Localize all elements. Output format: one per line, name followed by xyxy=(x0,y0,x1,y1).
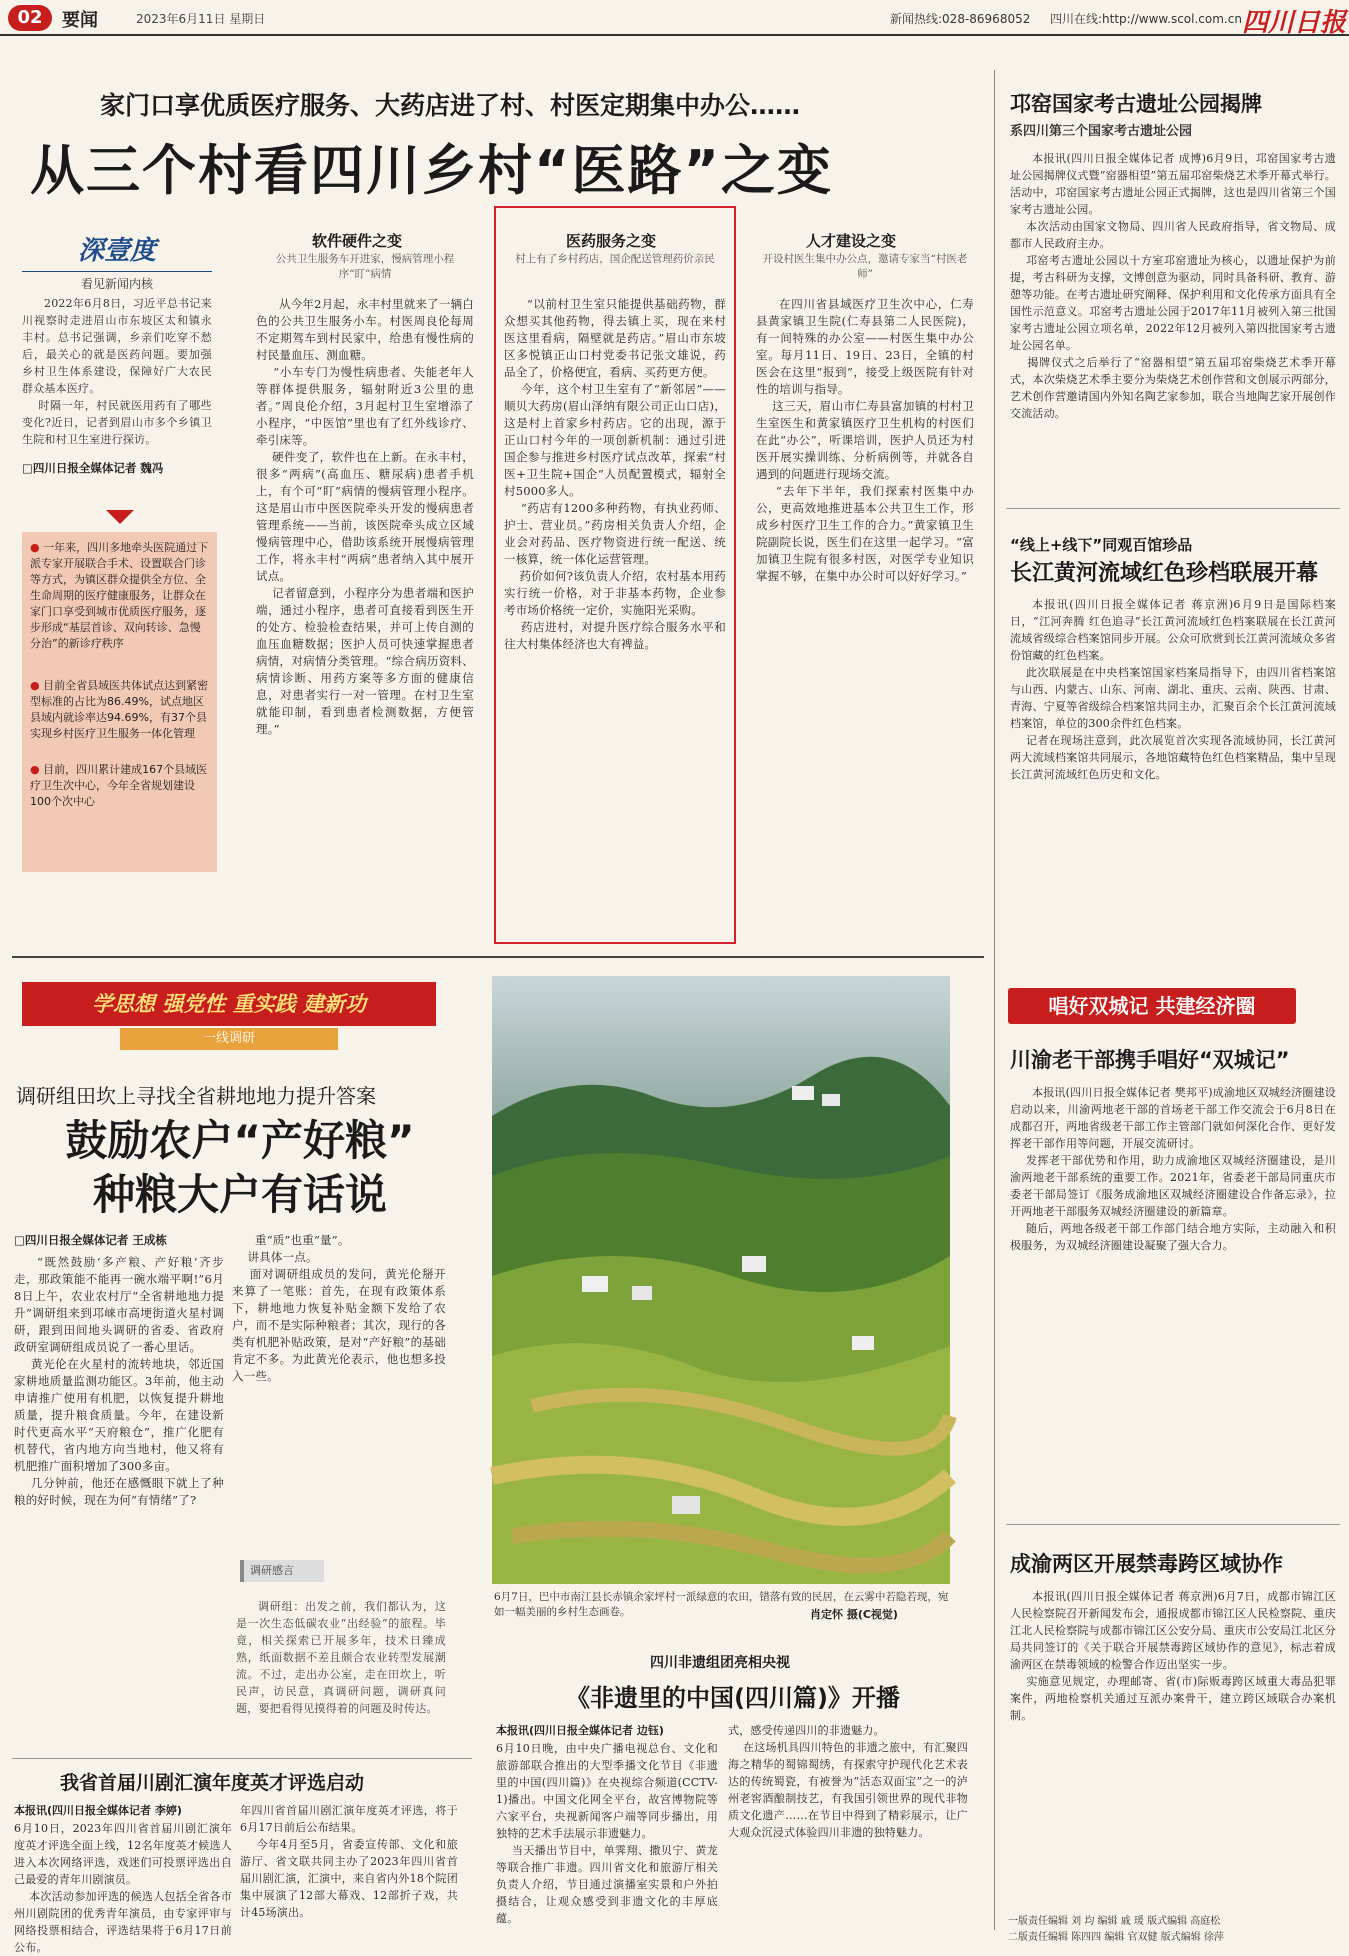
col3-deck: 开设村医生集中办公点，邀请专家当“村医老师” xyxy=(762,253,968,280)
col2-deck: 村上有了乡村药店，国企配送管理药价亲民 xyxy=(515,253,715,265)
opera-headline: 我省首届川剧汇演年度英才评选启动 xyxy=(60,1772,365,1794)
right-a2-kicker: “线上+线下”同观百馆珍品 xyxy=(1010,536,1193,554)
right-a2-headline: 长江黄河流域红色珍档联展开幕 xyxy=(1010,561,1319,586)
issue-date: 2023年6月11日 星期日 xyxy=(136,12,266,26)
col3-body: 在四川省县域医疗卫生次中心，仁寿县黄家镇卫生院(仁寿县第二人民医院)，有一间特殊的办公室——村医生集中办公室。每月11日、19日、23日，全镇的村医会在这里“报到”，接受上级医院有针对性的培训与指导。 这三天，眉山市仁寿县富加镇的村村卫生室医生和黄家镇医疗卫生机构的村医们在此“办公”，听课培训，医护人员还为村医开展实操训练、分析病例等，并就各自遇到的问题进行现场交流。 “去年下半年，我们探索村医集中办公，更高效地推进基本公共卫生工作，形成乡村医疗卫生工作的合力。”黄家镇卫生院副院长说，医生们在这里一起学习。“富加镇卫生院有很多村医，对医学专业知识掌握不够，在集中办公时可以好好学习。” xyxy=(756,297,974,583)
right-divider xyxy=(1006,508,1340,509)
column-badge xyxy=(22,230,212,292)
col2-body: “以前村卫生室只能提供基础药物，群众想买其他药物，得去镇上买，现在来村医这里看病，隔壁就是药店。”眉山市东坡区多悦镇正山口村党委书记张文雄说，药品全了，价格便宜，看病、买药更方便。 今年，这个村卫生室有了“新邻居”——顺贝大药房(眉山泽纳有限公司正山口店)，这是村上首家乡村药店。它的出现，源于正山口村今年的一项创新机制：通过引进国企参与推进乡村医疗试点改革，探索“村医+卫生院+国企”人员配置模式，辐射全村5000多人。 “药店有1200多种药物，有执业药师、护士、营业员。”药房相关负责人介绍，企业会对药品、医疗物资进行统一配送、统一核算，统一体化运营管理。 药价如何?该负责人介绍，农村基本用药实行统一价格，对于非基本药物，企业参考市场价格统一定价，实施阳光采购。 药店进村，对提升医疗综合服务水平和往大村集体经济也大有裨益。 xyxy=(504,297,726,651)
feature-kicker: 调研组田坎上寻找全省耕地地力提升答案 xyxy=(16,1084,376,1108)
right-a3-banner: 唱好双城记 共建经济圈 xyxy=(1008,988,1296,1024)
main-headline: 从三个村看四川乡村“医路”之变 xyxy=(30,139,833,202)
feature-byline: □四川日报全媒体记者 王成栋 xyxy=(14,1233,167,1247)
fact-item: ● 目前全省县域医共体试点达到紧密型标准的占比为86.49%，试点地区县域内就诊率达94.69%，有37个县实现乡村医疗卫生服务一体化管理 xyxy=(30,679,209,740)
column-divider xyxy=(994,70,995,1930)
column-subtitle: 看见新闻内核 xyxy=(22,271,212,292)
editor-credits: 一版责任编辑 刘 均 编辑 戚 瑗 版式编辑 高庭松 xyxy=(1008,1916,1221,1927)
right-a3-headline: 川渝老干部携手唱好“双城记” xyxy=(1010,1048,1290,1072)
section-divider xyxy=(12,1758,472,1759)
page-number-badge: 02 xyxy=(8,5,52,31)
feature-body: “既然鼓励‘多产粮、产好粮’齐步走，那政策能不能再一碗水端平啊!”6月8日上午，农业农村厅“全省耕地地力提升”调研组来到邛崃市高埂街道火星村调研，跟到田间地头调研的省委、省政府政研室调研组成员说了一番心里话。 黄光伦在火星村的流转地块，邻近国家耕地质量监测功能区。3年前，他主动申请推广使用有机肥，以恢复提升耕地质量，提升粮食质量。今年，在建设新时代更高水平“天府粮仓”，推广化肥有机替代，省内地方向当地村，他又将有机肥推广面积增加了300多亩。 几分钟前，他还在感慨眼下就上了种粮的好时候，现在为何“有情绪”了? xyxy=(14,1255,224,1507)
col1-body: 从今年2月起，永丰村里就来了一辆白色的公共卫生服务小车。村医周良伦每周不定期驾车到村民家中，给患有慢性病的村民量血压、测血糖。 “小车专门为慢性病患者、失能老年人等群体提供服务，辐射附近3公里的患者。”周良伦介绍，3月起村卫生室增添了小程序，“中医馆”里也有了红外线诊疗、牵引床等。 硬件变了，软件也在上新。在永丰村，很多“两病”(高血压、糖尿病)患者手机上，有个可“盯”病情的慢病管理小程序。这是眉山市中医医院牵头开发的慢病患者管理系统——当前，该医院牵头成立区域慢病管理中心，借助该系统开展慢病管理工作，将永丰村“两病”患者纳入其中展开试点。 记者留意到，小程序分为患者端和医护端，通过小程序，患者可直接看到医生开的处方、检验检查结果，并可上传自测的血压血糖数据；医护人员可快速掌握患者病情，对病情分类管理。“综合病历资料、病情诊断、用药方案等多方面的健康信息，对患者实行一对一管理。在村卫生室就能印制，看到患者检测数据，方便管理。” xyxy=(256,297,474,736)
main-byline: □四川日报全媒体记者 魏冯 xyxy=(22,461,164,475)
photo-caption: 6月7日，巴中市南江县长赤镇余家坪村一派绿意的农田，错落有致的民居，在云雾中若隐若现，宛如一幅美丽的乡村生态画卷。 xyxy=(494,1591,949,1618)
fact-item: ● 一年来，四川多地牵头医院通过下派专家开展联合手术、设置联合门诊等方式，为镇区群众提供全方位、全生命周期的医疗健康服务，让群众在家门口享受到城市优质医疗服务，逐步形成“基层首诊、双向转诊、急慢分治”的新诊疗秩序 xyxy=(30,541,209,650)
bullet-icon: ● xyxy=(30,541,44,554)
facts-box xyxy=(22,532,217,752)
feature-notes: 调研组：出发之前，我们都认为，这是一次生态低碳农业“出经验”的旅程。毕竟，相关探索已开展多年，技术日臻成熟，纸面数据不差且颇合农业转型发展潮流。不过，走出办公室，走在田坎上，听民声，访民意，真调研问题，调研真问题，要把看得见摸得着的问题及时传达。 xyxy=(236,1600,446,1715)
photo-credit: 肖定怀 摄(C视觉) xyxy=(810,1608,898,1621)
col3-title: 人才建设之变 xyxy=(806,232,897,250)
bullet-icon: ● xyxy=(30,679,44,692)
feature-banner-sub: 一线调研 xyxy=(120,1028,338,1050)
fact-item: ● 目前，四川累计建成167个县域医疗卫生次中心，今年全省规划建设100个次中心 xyxy=(30,763,208,808)
opera-byline: 本报讯(四川日报全媒体记者 李婷) xyxy=(14,1804,182,1817)
opera-body: 6月10日，2023年四川省首届川剧汇演年度英才评选全面上线，12名年度英才候选人进入本次网络评选，戏迷们可投票评选出自己最爱的青年川剧演员。 本次活动参加评选的候选人包括全省各市州川剧院团的优秀青年演员，由专家评审与网络投票相结合，评选结果将于6月17日前公布。 xyxy=(14,1822,232,1954)
right-a4-headline: 成渝两区开展禁毒跨区域协作 xyxy=(1010,1552,1283,1576)
landscape-illustration xyxy=(492,976,950,1584)
heritage-kicker: 四川非遗组团亮相央视 xyxy=(650,1655,790,1671)
facts-box-2 xyxy=(22,752,217,872)
bullet-icon: ● xyxy=(30,763,44,776)
right-a4-body: 本报讯(四川日报全媒体记者 蒋京洲)6月7日，成都市锦江区人民检察院召开新闻发布会，通报成都市锦江区人民检察院、重庆江北人民检察院与成都市锦江区公安分局、重庆市公安局江北区分局共同签订的《关于联合开展禁毒跨区域协作的意见》，标志着成渝两区在禁毒领域的检警合作迈出坚实一步。 实施意见规定，办理邮寄、省(市)际贩毒跨区域重大毒品犯罪案件，两地检察机关通过互派办案骨干，建立跨区域联合办案机制。 xyxy=(1010,1590,1336,1722)
landscape-photo xyxy=(492,976,950,1584)
feature-side-body: 重“质”也重“量”。 讲具体一点。 面对调研组成员的发问，黄光伦掰开来算了一笔账：首先，在现有政策体系下，耕地地力恢复补贴金额下发给了农户，而不是实际种粮者；其次，现行的各类有机肥补贴政策，是对“产好粮”的基础肯定不多。为此黄光伦表示，他也想多投入一些。 xyxy=(232,1233,446,1383)
col2-title: 医药服务之变 xyxy=(566,232,657,250)
col1-title: 软件硬件之变 xyxy=(312,232,403,250)
heritage-body: 6月10日晚，由中央广播电视总台、文化和旅游部联合推出的大型季播文化节目《非遗里的中国(四川篇)》在央视综合频道(CCTV-1)播出。中国文化网全平台，故宫博物院等六家平台，央视新闻客户端等同步播出，用独特的艺术手法展示非遗魅力。 当天播出节目中，单霁翔、撒贝宁、黄龙等联合推广非遗。四川省文化和旅游厅相关负责人介绍，节目通过演播室实景和户外拍摄结合，让观众感受到非遗文化的丰厚底蕴。 xyxy=(496,1742,718,1925)
right-a1-subtitle: 系四川第三个国家考古遗址公园 xyxy=(1010,124,1193,139)
editor-credits-2: 二版责任编辑 陈四四 编辑 官双健 版式编辑 徐萍 xyxy=(1008,1932,1224,1943)
main-kicker: 家门口享优质医疗服务、大药店进了村、村医定期集中办公…… xyxy=(100,91,801,120)
feature-banner: 学思想 强党性 重实践 建新功 xyxy=(22,982,436,1026)
right-a3-body: 本报讯(四川日报全媒体记者 樊邦平)成渝地区双城经济圈建设启动以来，川渝两地老干部的首场老干部工作交流会于6月8日在成都召开，两地省级老干部工作主管部门就如何深化合作、更好发挥老干部作用等问题，开展交流研讨。 发挥老干部优势和作用，助力成渝地区双城经济圈建设，是川渝两地老干部系统的重要工作。2021年，省委老干部局同重庆市委老干部局签订《服务成渝地区双城经济圈建设合作备忘录》，拉开两地老干部服务双城经济圈建设的新篇章。 随后，两地各级老干部工作部门结合地方实际，主动融入和积极服务，为双城经济圈建设凝聚了强大合力。 xyxy=(1010,1086,1336,1252)
heritage-headline: 《非遗里的中国(四川篇)》开播 xyxy=(566,1684,900,1712)
heritage-byline: 本报讯(四川日报全媒体记者 边钰) xyxy=(496,1724,664,1737)
column-name: 深壹度 xyxy=(77,236,156,266)
opera-body-2: 年四川省首届川剧汇演年度英才评选，将于6月17日前后公布结果。 今年4月至5月，省委宣传部、文化和旅游厅、省文联共同主办了2023年四川省首届川剧汇演，汇演中，来自省内外18个院团集中展演了12部大幕戏、12部折子戏，共计45场演出。 xyxy=(240,1804,458,1919)
page-header xyxy=(0,0,1349,36)
intro-text: 2022年6月8日，习近平总书记来川视察时走进眉山市东坡区太和镇永丰村。总书记强调，乡亲们吃穿不愁后，最关心的就是医药问题。要加强乡村卫生体系建设，保障好广大农民群众基本医疗。 时隔一年，村民就医用药有了哪些变化?近日，记者到眉山市多个乡镇卫生院和村卫生室进行探访。 xyxy=(22,297,212,446)
right-divider xyxy=(1006,1524,1340,1525)
right-a2-body: 本报讯(四川日报全媒体记者 蒋京洲)6月9日是国际档案日，“江河奔腾 红色追寻”长江黄河流域红色档案联展在长江黄河流域省级综合档案馆同步开展。公众可欣赏到长江黄河流域众多省份馆藏的红色档案。 此次联展是在中央档案馆国家档案局指导下，由四川省档案馆与山西、内蒙古、山东、河南、湖北、重庆、云南、陕西、甘肃、青海、宁夏等省级综合档案馆共同主办，汇聚百余个长江黄河流域档案馆，单位的300余件红色档案。 记者在现场注意到，此次展览首次实现各流域协同，长江黄河两大流域档案馆共同展示，各地馆藏特色红色档案精品，集中呈现长江黄河流域红色历史和文化。 xyxy=(1010,598,1336,781)
col1-deck: 公共卫生服务车开进家，慢病管理小程序“盯”病情 xyxy=(275,253,455,280)
right-a1-headline: 邛窑国家考古遗址公园揭牌 xyxy=(1010,92,1262,116)
news-hotline: 新闻热线:028-86968052 xyxy=(890,12,1031,26)
feature-headline: 鼓励农户“产好粮” 种粮大户有话说 xyxy=(65,1116,415,1219)
section-divider xyxy=(12,956,984,958)
masthead-logo: 四川日报 xyxy=(1242,8,1347,38)
heritage-body-2: 式，感受传递四川的非遗魅力。 在这场机具四川特色的非遗之旅中，有汇聚四海之精华的蜀锦蜀绣，有探索守护现代化艺术表达的传统蜀瓷，有被誉为“活态双面宝”之一的泸州老窖酒酿制技艺，有我国引领世界的现代非物质文化遗产……在节目中得到了精彩展示，让广大观众沉浸式体验四川非遗的独特魅力。 xyxy=(728,1724,968,1839)
facts-arrow-icon xyxy=(106,510,134,524)
section-label: 要闻 xyxy=(62,10,98,31)
quote-label: 调研感言 xyxy=(240,1560,324,1582)
right-a1-body: 本报讯(四川日报全媒体记者 成博)6月9日，邛窑国家考古遗址公园揭牌仪式暨“窑器相望”第五届邛窑柴烧艺术季开幕式举行。活动中，邛窑国家考古遗址公园正式揭牌，这也是四川省第三个国家考古遗址公园。 本次活动由国家文物局、四川省人民政府指导，省文物局、成都市人民政府主办。 邛窑考古遗址公园以十方室邛窑遗址为核心，以遗址保护为前提，考古科研为支撑，文博创意为驱动，同时具备科研、教育、游憩等功能。在考古遗址研究阐释、保护利用和文化传承方面具有全国性示范意义。邛窑考古遗址公园于2017年11月被列入第三批国家考古遗址公园立项名单，2022年12月被列入第四批国家考古遗址公园名单。 揭牌仪式之后举行了“窑器相望”第五届邛窑柴烧艺术季开幕式，本次柴烧艺术季主要分为柴烧艺术创作营和文创展示两部分，艺术创作营邀请国内外知名陶艺家参加，联合当地陶艺家开展创作交流活动。 xyxy=(1010,152,1336,420)
site-url[interactable]: 四川在线:http://www.scol.com.cn xyxy=(1050,12,1242,26)
